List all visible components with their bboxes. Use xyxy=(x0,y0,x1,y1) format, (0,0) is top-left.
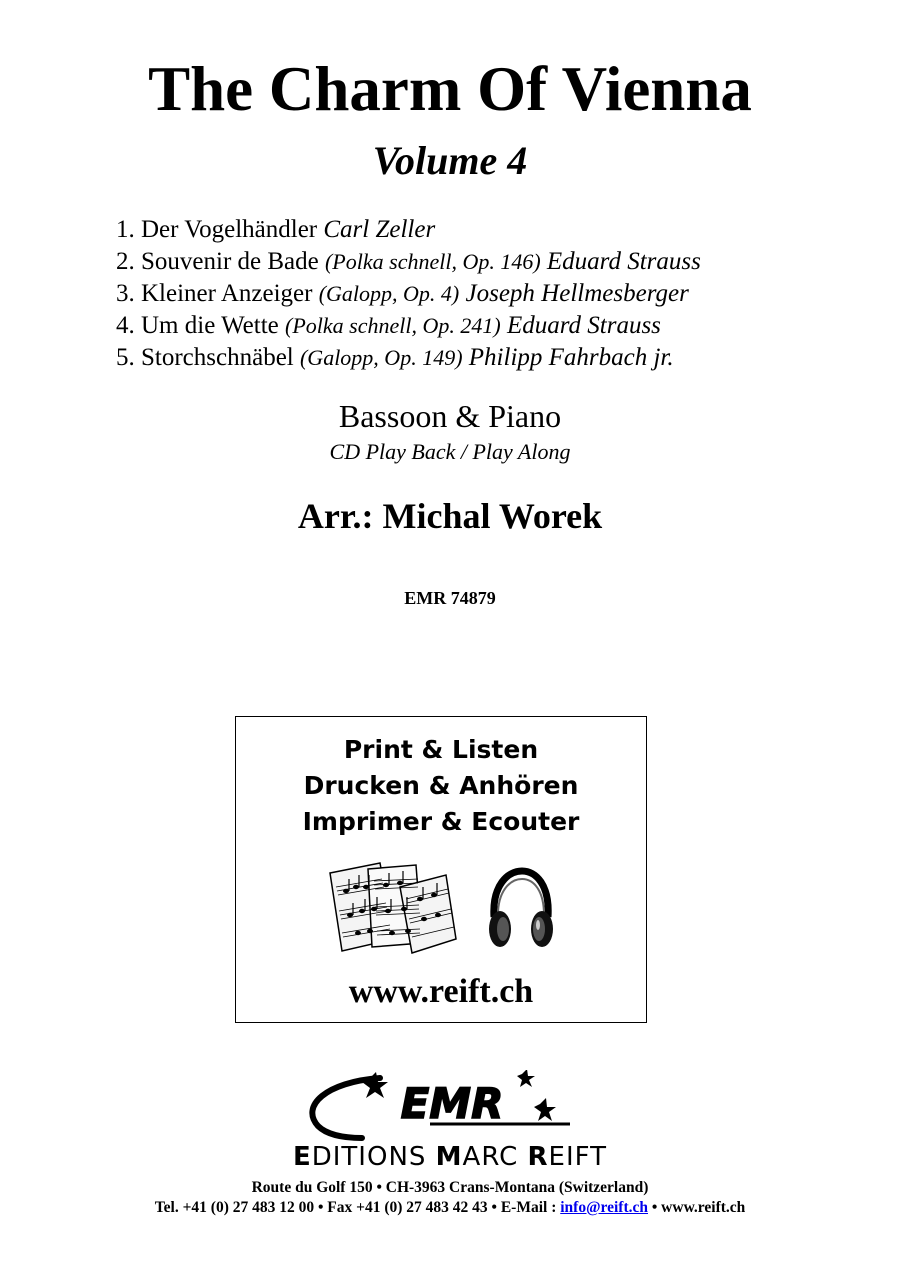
promo-line-french: Imprimer & Ecouter xyxy=(302,807,580,836)
work-detail: (Polka schnell, Op. 146) xyxy=(324,249,541,274)
logo-text: EMR xyxy=(400,1079,504,1128)
list-item xyxy=(116,342,701,374)
volume-subtitle: Volume 4 xyxy=(372,138,528,183)
contact-phone-fax: Tel. +41 (0) 27 483 12 00 • Fax +41 (0) 27 483 42 43 • E-Mail : xyxy=(154,1199,561,1216)
website-url[interactable]: www.reift.ch xyxy=(348,973,534,1010)
work-detail: (Polka schnell, Op. 241) xyxy=(285,313,501,338)
publisher-name xyxy=(0,1144,900,1170)
page-title: The Charm Of Vienna xyxy=(148,54,752,124)
publisher-contact xyxy=(0,1200,900,1216)
work-number: 3. xyxy=(116,280,135,307)
publisher-initial: R xyxy=(527,1142,549,1172)
work-number: 1. xyxy=(116,216,135,243)
work-name: Kleiner Anzeiger xyxy=(141,280,313,307)
work-name: Storchschnäbel xyxy=(141,344,294,371)
catalog-number: EMR 74879 xyxy=(404,588,496,608)
publisher-word: EIFT xyxy=(548,1142,608,1172)
work-composer: Joseph Hellmesberger xyxy=(465,280,689,307)
email-link[interactable]: info@reift.ch xyxy=(560,1199,648,1216)
list-item xyxy=(116,246,701,278)
arranger-credit: Arr.: Michal Worek xyxy=(297,496,603,536)
work-number: 4. xyxy=(116,312,135,339)
headphones-icon xyxy=(486,867,556,951)
work-name: Um die Wette xyxy=(141,312,279,339)
work-composer: Philipp Fahrbach jr. xyxy=(468,344,674,371)
promo-line-english: Print & Listen xyxy=(343,735,539,764)
work-name: Der Vogelhändler xyxy=(141,216,318,243)
work-number: 2. xyxy=(116,248,135,275)
work-composer: Eduard Strauss xyxy=(546,248,701,275)
playback-note: CD Play Back / Play Along xyxy=(329,439,571,464)
work-name: Souvenir de Bade xyxy=(141,248,319,275)
contact-website: • www.reift.ch xyxy=(648,1199,746,1216)
work-detail: (Galopp, Op. 149) xyxy=(299,345,463,370)
list-item xyxy=(116,278,701,310)
promo-line-german: Drucken & Anhören xyxy=(303,771,579,800)
publisher-address: Route du Golf 150 • CH-3963 Crans-Montana (Switzerland) xyxy=(251,1179,649,1196)
publisher-initial: M xyxy=(435,1142,463,1172)
list-item xyxy=(116,310,701,342)
instrumentation: Bassoon & Piano xyxy=(338,398,562,434)
works-list xyxy=(116,214,701,374)
publisher-word: DITIONS xyxy=(311,1142,427,1172)
print-listen-box xyxy=(235,716,647,1023)
emr-logo xyxy=(230,1070,670,1142)
list-item xyxy=(116,214,701,246)
publisher-word: ARC xyxy=(462,1142,519,1172)
work-composer: Carl Zeller xyxy=(323,216,436,243)
work-detail: (Galopp, Op. 4) xyxy=(318,281,460,306)
work-composer: Eduard Strauss xyxy=(506,312,661,339)
publisher-initial: E xyxy=(292,1142,312,1172)
sheet-music-icon xyxy=(328,857,458,957)
work-number: 5. xyxy=(116,344,135,371)
